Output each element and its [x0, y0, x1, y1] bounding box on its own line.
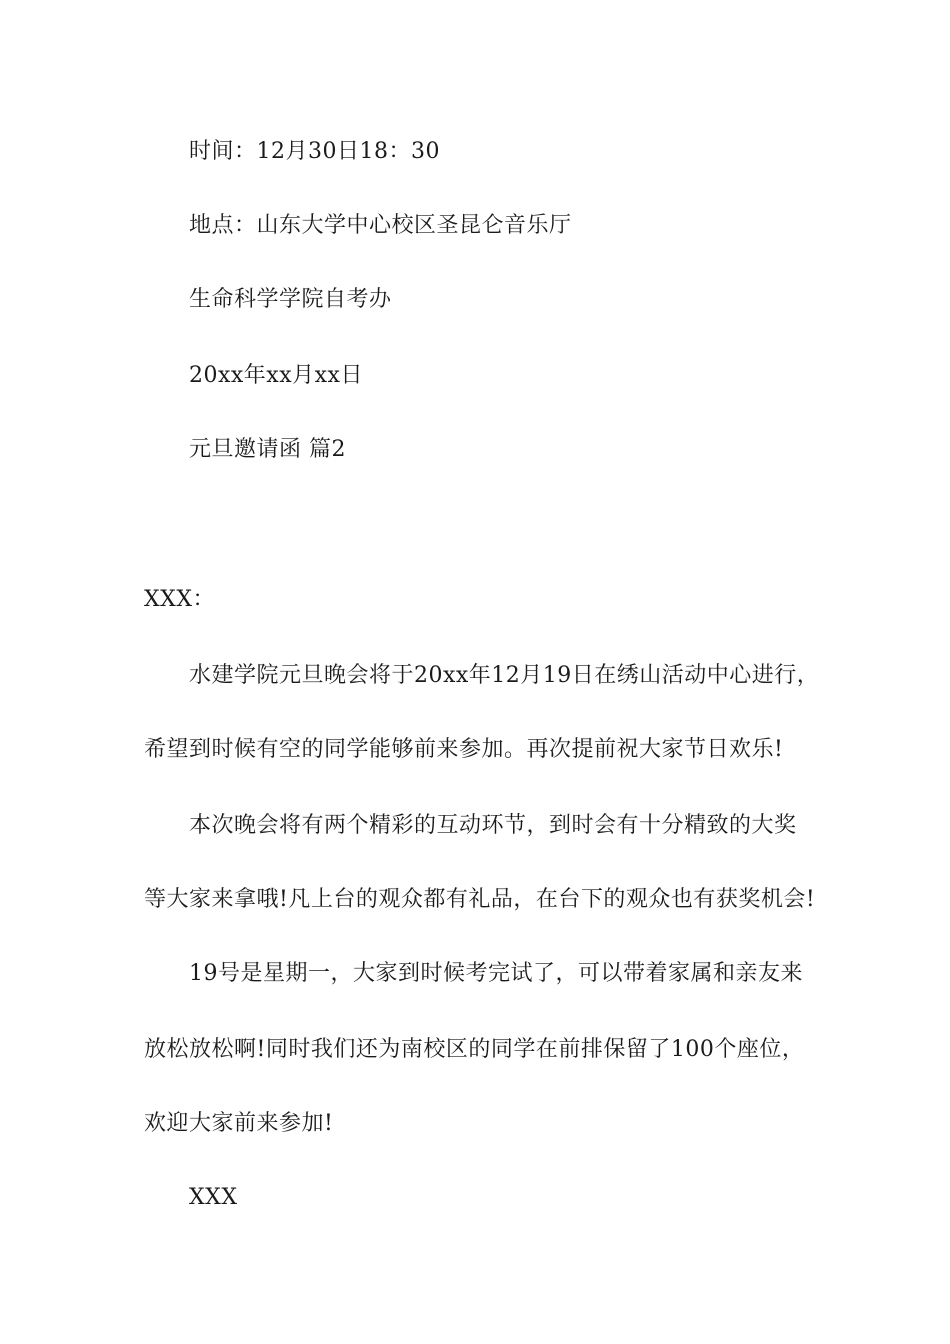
- section-heading: 元旦邀请函 篇2: [189, 437, 346, 462]
- signature-line: XXX: [189, 1185, 238, 1210]
- paragraph-2-line-2: 等大家来拿哦!凡上台的观众都有礼品，在台下的观众也有获奖机会!: [144, 887, 816, 912]
- paragraph-3-line-2: 放松放松啊!同时我们还为南校区的同学在前排保留了100个座位，: [144, 1037, 805, 1062]
- paragraph-1-line-1: 水建学院元旦晚会将于20xx年12月19日在绣山活动中心进行，: [189, 663, 820, 688]
- paragraph-2-line-1: 本次晚会将有两个精彩的互动环节，到时会有十分精致的大奖: [189, 813, 797, 838]
- paragraph-3-line-3: 欢迎大家前来参加!: [144, 1111, 334, 1136]
- event-location-line: 地点：山东大学中心校区圣昆仑音乐厅: [189, 213, 572, 238]
- event-time-line: 时间：12月30日18：30: [189, 139, 440, 164]
- paragraph-3-line-1: 19号是星期一，大家到时候考完试了，可以带着家属和亲友来: [189, 961, 803, 986]
- organizer-line: 生命科学学院自考办: [189, 287, 392, 312]
- paragraph-1-line-2: 希望到时候有空的同学能够前来参加。再次提前祝大家节日欢乐!: [144, 737, 784, 762]
- date-line: 20xx年xx月xx日: [189, 363, 363, 388]
- salutation: XXX：: [144, 587, 215, 612]
